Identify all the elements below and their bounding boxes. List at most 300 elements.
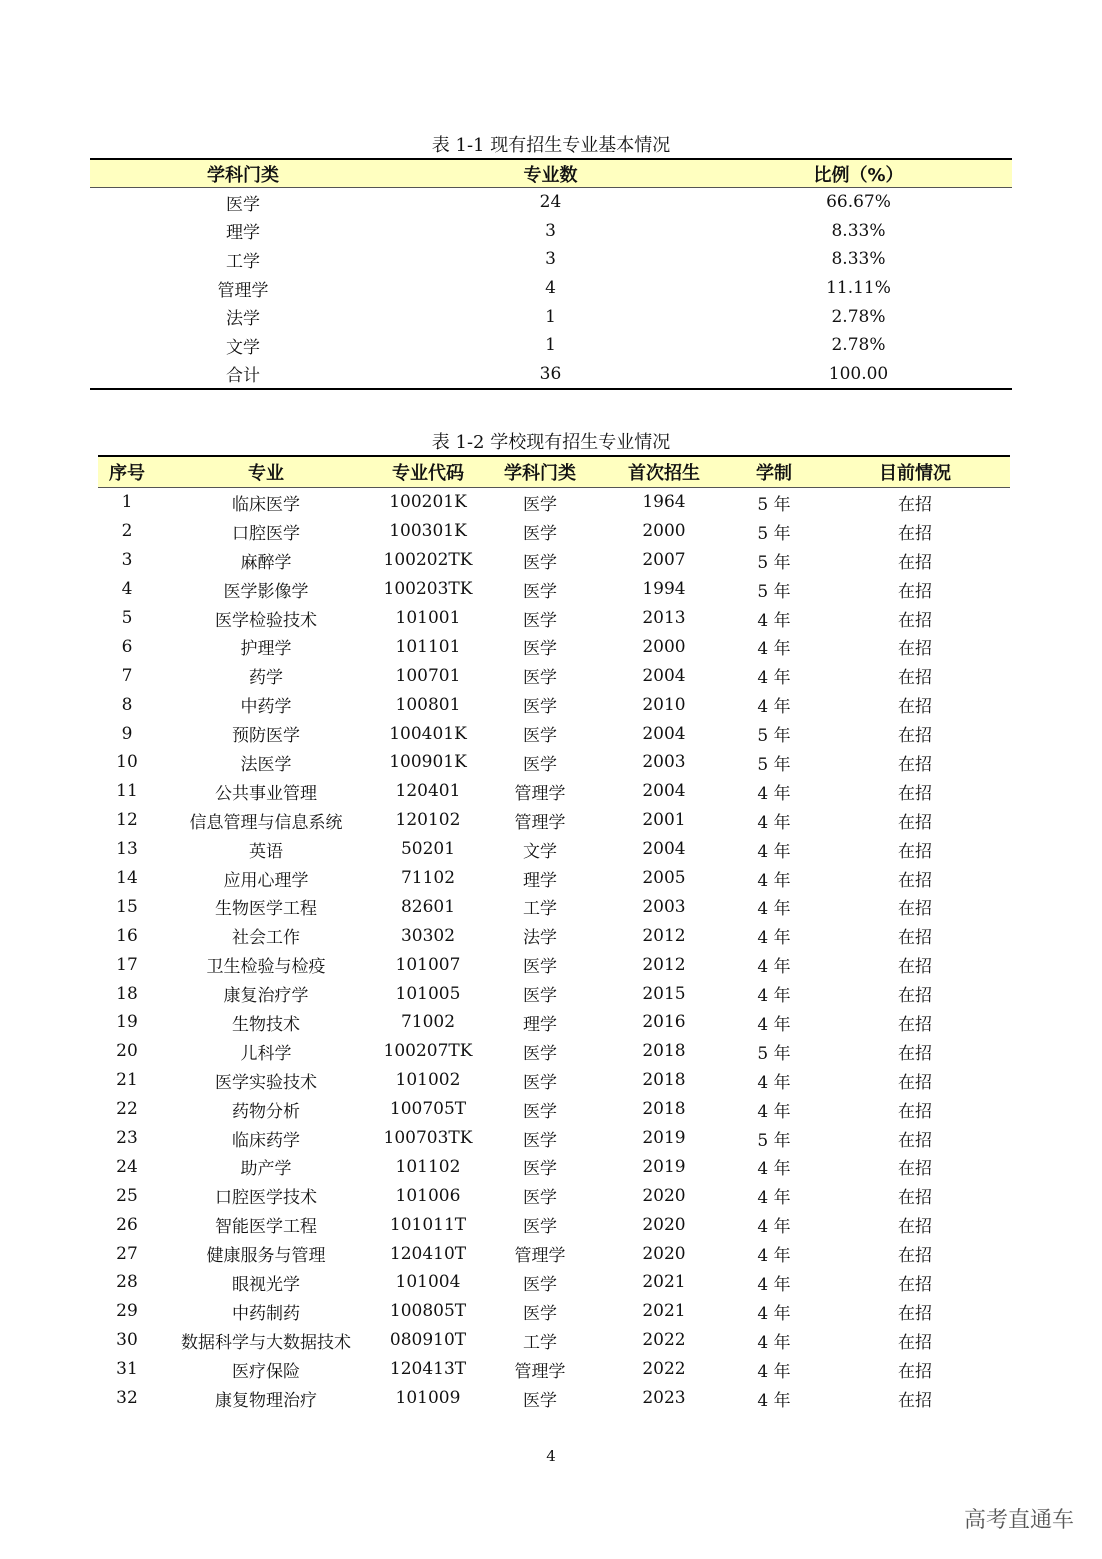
table-cell: 医学影像学 xyxy=(223,581,309,602)
table-cell: 4 年 xyxy=(757,1217,791,1238)
table-cell: 健康服务与管理 xyxy=(206,1246,326,1267)
table-cell: 2003 xyxy=(642,752,686,773)
table-row xyxy=(98,1268,1010,1297)
table-row xyxy=(98,1066,1010,1095)
table-cell: 14 xyxy=(116,868,138,889)
table-row xyxy=(90,217,1012,246)
table-cell: 100203TK xyxy=(383,579,473,600)
table-cell: 101011T xyxy=(389,1214,467,1235)
table-cell: 5 年 xyxy=(757,754,791,775)
table-cell: 信息管理与信息系统 xyxy=(189,812,343,833)
table-row xyxy=(90,331,1012,360)
table-cell: 2015 xyxy=(642,983,686,1004)
table-cell: 理学 xyxy=(523,1014,557,1035)
table-cell: 数据科学与大数据技术 xyxy=(181,1332,351,1353)
table-cell: 1 xyxy=(121,492,133,513)
table-cell: 3 xyxy=(121,550,133,571)
table-cell: 在招 xyxy=(898,697,932,718)
table1-header-row xyxy=(90,159,1012,188)
page-number: 4 xyxy=(546,1447,556,1465)
table-cell: 6 xyxy=(121,636,133,657)
table-cell: 2018 xyxy=(642,1041,686,1062)
table-row xyxy=(98,950,1010,979)
table-cell: 23 xyxy=(116,1128,138,1149)
table-cell: 护理学 xyxy=(240,639,292,660)
table-cell: 4 xyxy=(121,579,133,600)
table-cell: 康复治疗学 xyxy=(223,986,309,1007)
table-cell: 21 xyxy=(116,1070,138,1091)
table2-header-cell: 专业 xyxy=(156,456,376,488)
table-cell: 在招 xyxy=(898,1188,932,1209)
table-cell: 2000 xyxy=(642,521,686,542)
table-cell: 101006 xyxy=(395,1185,461,1206)
table-cell: 2 xyxy=(121,521,133,542)
table-row xyxy=(98,835,1010,864)
table-cell: 82601 xyxy=(400,896,456,917)
table-cell: 15 xyxy=(116,896,138,917)
table-cell: 101004 xyxy=(395,1272,461,1293)
table-cell: 8.33% xyxy=(831,249,886,270)
table-cell: 30302 xyxy=(400,925,456,946)
table-cell: 4 xyxy=(545,278,556,299)
table-cell: 医学 xyxy=(523,1159,557,1180)
table-cell: 医学 xyxy=(523,1072,557,1093)
table-cell: 医学 xyxy=(523,726,557,747)
table-cell: 2019 xyxy=(642,1128,686,1149)
table-row xyxy=(90,360,1012,390)
table-cell: 101005 xyxy=(395,983,461,1004)
table-cell: 2000 xyxy=(642,636,686,657)
table-cell: 2020 xyxy=(642,1214,686,1235)
table-cell: 在招 xyxy=(898,1390,932,1411)
table-cell: 71102 xyxy=(400,868,456,889)
table1-body xyxy=(90,188,1012,390)
table-row xyxy=(98,892,1010,921)
table-cell: 4 年 xyxy=(757,986,791,1007)
table-cell: 在招 xyxy=(898,928,932,949)
table-cell: 法学 xyxy=(226,309,260,330)
table-cell: 3 xyxy=(545,249,556,270)
table1 xyxy=(90,158,1012,390)
table-cell: 32 xyxy=(116,1388,138,1409)
table-row xyxy=(98,546,1010,575)
table-cell: 4 年 xyxy=(757,1390,791,1411)
table-cell: 2012 xyxy=(642,954,686,975)
table-cell: 法医学 xyxy=(240,754,292,775)
table-cell: 20 xyxy=(116,1041,138,1062)
table-row xyxy=(98,806,1010,835)
table-cell: 100703TK xyxy=(383,1128,473,1149)
table-cell: 24 xyxy=(116,1156,138,1177)
table-cell: 合计 xyxy=(226,366,260,387)
table2-header-row xyxy=(98,456,1010,488)
table-cell: 4 年 xyxy=(757,668,791,689)
table-cell: 口腔医学技术 xyxy=(215,1188,317,1209)
table-cell: 口腔医学 xyxy=(232,523,300,544)
table-cell: 4 年 xyxy=(757,928,791,949)
table-row xyxy=(90,188,1012,217)
table-cell: 2023 xyxy=(642,1388,686,1409)
table-cell: 4 年 xyxy=(757,1159,791,1180)
table-cell: 医学 xyxy=(523,1130,557,1151)
table-cell: 4 年 xyxy=(757,870,791,891)
table-row xyxy=(98,1297,1010,1326)
table-cell: 2004 xyxy=(642,839,686,860)
table-row xyxy=(98,921,1010,950)
table-cell: 医学 xyxy=(523,494,557,515)
table-row xyxy=(98,488,1010,517)
table-cell: 医学 xyxy=(523,986,557,1007)
table-cell: 理学 xyxy=(226,223,260,244)
table-cell: 4 年 xyxy=(757,1246,791,1267)
table-row xyxy=(90,302,1012,331)
table-cell: 100701 xyxy=(395,665,461,686)
table-cell: 31 xyxy=(116,1359,138,1380)
table-cell: 在招 xyxy=(898,841,932,862)
table-cell: 在招 xyxy=(898,1274,932,1295)
table-cell: 英语 xyxy=(249,841,283,862)
table-cell: 儿科学 xyxy=(240,1043,292,1064)
table-cell: 预防医学 xyxy=(232,726,300,747)
table-row xyxy=(98,979,1010,1008)
table-row xyxy=(98,1181,1010,1210)
table-cell: 2019 xyxy=(642,1156,686,1177)
table-cell: 管理学 xyxy=(514,812,566,833)
table-cell: 2004 xyxy=(642,665,686,686)
table-cell: 71002 xyxy=(400,1012,456,1033)
table2-caption: 表 1-2 学校现有招生专业情况 xyxy=(431,432,671,453)
table-row xyxy=(90,245,1012,274)
table-cell: 50201 xyxy=(400,839,456,860)
table-cell: 18 xyxy=(116,983,138,1004)
table-row xyxy=(98,661,1010,690)
table-cell: 3 xyxy=(545,220,556,241)
table-cell: 5 年 xyxy=(757,1043,791,1064)
table-row xyxy=(98,1095,1010,1124)
table2-header-cell: 学科门类 xyxy=(480,456,600,488)
table-cell: 医学 xyxy=(523,957,557,978)
watermark: 高考直通车 xyxy=(963,1508,1074,1533)
table-row xyxy=(98,719,1010,748)
table-cell: 101102 xyxy=(395,1156,461,1177)
table-cell: 120102 xyxy=(395,810,461,831)
table-cell: 临床医学 xyxy=(232,494,300,515)
table-cell: 17 xyxy=(116,954,138,975)
table-cell: 28 xyxy=(116,1272,138,1293)
table-cell: 4 年 xyxy=(757,783,791,804)
table2-header-cell: 目前情况 xyxy=(820,456,1010,488)
table-cell: 13 xyxy=(116,839,138,860)
table-cell: 法学 xyxy=(523,928,557,949)
table-cell: 2010 xyxy=(642,694,686,715)
table-cell: 在招 xyxy=(898,668,932,689)
table-cell: 1994 xyxy=(642,579,686,600)
table-cell: 工学 xyxy=(523,899,557,920)
table-cell: 卫生检验与检疫 xyxy=(206,957,326,978)
table-cell: 理学 xyxy=(523,870,557,891)
table-cell: 101009 xyxy=(395,1388,461,1409)
table-cell: 在招 xyxy=(898,1101,932,1122)
table-cell: 2013 xyxy=(642,608,686,628)
table-cell: 11.11% xyxy=(826,278,891,299)
table-cell: 医学 xyxy=(523,1043,557,1064)
table-cell: 120413T xyxy=(389,1359,467,1380)
table-cell: 在招 xyxy=(898,957,932,978)
table-cell: 医学 xyxy=(523,523,557,544)
table-cell: 100201K xyxy=(389,492,467,513)
table-cell: 4 年 xyxy=(757,1014,791,1035)
table-cell: 医学 xyxy=(523,1274,557,1295)
table2-header-cell: 学制 xyxy=(728,456,820,488)
table-cell: 在招 xyxy=(898,1043,932,1064)
table2 xyxy=(98,455,1010,1413)
table-cell: 5 年 xyxy=(757,726,791,747)
table2-header-cell: 首次招生 xyxy=(600,456,728,488)
table-cell: 1 xyxy=(545,306,556,327)
table-cell: 2012 xyxy=(642,925,686,946)
table-cell: 2021 xyxy=(642,1272,686,1293)
table-cell: 22 xyxy=(116,1099,138,1120)
table-cell: 工学 xyxy=(226,251,260,272)
table-cell: 4 年 xyxy=(757,812,791,833)
table-row xyxy=(98,1326,1010,1355)
table-cell: 16 xyxy=(116,925,138,946)
table-cell: 26 xyxy=(116,1214,138,1235)
table-cell: 080910T xyxy=(389,1330,467,1351)
table-cell: 27 xyxy=(116,1243,138,1264)
table-cell: 2018 xyxy=(642,1070,686,1091)
table-cell: 5 年 xyxy=(757,523,791,544)
table-row xyxy=(98,690,1010,719)
table2-header-cell: 专业代码 xyxy=(376,456,480,488)
table-cell: 在招 xyxy=(898,523,932,544)
table-cell: 36 xyxy=(539,363,562,384)
table-cell: 19 xyxy=(116,1012,138,1033)
table-cell: 100801 xyxy=(395,694,461,715)
table-cell: 生物医学工程 xyxy=(215,899,317,920)
table-cell: 4 年 xyxy=(757,1303,791,1324)
table-cell: 25 xyxy=(116,1185,138,1206)
table-cell: 医学 xyxy=(523,1390,557,1411)
table-row xyxy=(98,575,1010,604)
table-cell: 医学 xyxy=(523,697,557,718)
table-row xyxy=(98,748,1010,777)
table-cell: 4 年 xyxy=(757,957,791,978)
table-cell: 医学 xyxy=(523,581,557,602)
table-cell: 在招 xyxy=(898,1072,932,1093)
table-cell: 在招 xyxy=(898,1159,932,1180)
table-cell: 2020 xyxy=(642,1185,686,1206)
table-cell: 管理学 xyxy=(514,783,566,804)
table-cell: 在招 xyxy=(898,1303,932,1324)
table-cell: 在招 xyxy=(898,581,932,602)
table-cell: 100202TK xyxy=(383,550,473,571)
table-cell: 8.33% xyxy=(831,220,886,241)
table-cell: 11 xyxy=(116,781,138,802)
table-cell: 医学 xyxy=(523,1217,557,1238)
table-cell: 2003 xyxy=(642,896,686,917)
table-cell: 麻醉学 xyxy=(240,552,292,573)
table-cell: 医学 xyxy=(523,1188,557,1209)
table-cell: 医学 xyxy=(523,754,557,775)
table-cell: 管理学 xyxy=(514,1361,566,1382)
table-cell: 在招 xyxy=(898,783,932,804)
table-cell: 在招 xyxy=(898,754,932,775)
table-cell: 100207TK xyxy=(383,1041,473,1062)
table-cell: 2016 xyxy=(642,1012,686,1033)
table2-header-cell: 序号 xyxy=(98,456,156,488)
table-cell: 100301K xyxy=(389,521,467,542)
table-cell: 智能医学工程 xyxy=(215,1217,317,1238)
table-cell: 在招 xyxy=(898,1246,932,1267)
table-cell: 4 年 xyxy=(757,1072,791,1093)
table-cell: 5 年 xyxy=(757,494,791,515)
table-cell: 4 年 xyxy=(757,1361,791,1382)
table-cell: 临床药学 xyxy=(232,1130,300,1151)
table-cell: 在招 xyxy=(898,1332,932,1353)
table-row xyxy=(98,1384,1010,1413)
table-cell: 在招 xyxy=(898,812,932,833)
table-cell: 管理学 xyxy=(217,280,269,301)
table-cell: 5 年 xyxy=(757,581,791,602)
table-cell: 在招 xyxy=(898,986,932,1007)
table-cell: 100.00 xyxy=(828,363,889,384)
table-cell: 24 xyxy=(539,192,562,213)
table-cell: 医学 xyxy=(523,639,557,660)
table-cell: 4 年 xyxy=(757,697,791,718)
table-cell: 2021 xyxy=(642,1301,686,1322)
table-cell: 在招 xyxy=(898,1130,932,1151)
table-cell: 101007 xyxy=(395,954,461,975)
table-cell: 1 xyxy=(545,335,556,356)
table-cell: 工学 xyxy=(523,1332,557,1353)
table-cell: 9 xyxy=(121,723,133,744)
table-cell: 4 年 xyxy=(757,1101,791,1122)
table-cell: 1964 xyxy=(642,492,686,513)
table-row xyxy=(98,1239,1010,1268)
table-row xyxy=(98,517,1010,546)
table1-header-cell: 学科门类 xyxy=(90,159,396,188)
table-row xyxy=(98,604,1010,633)
table-cell: 120401 xyxy=(395,781,461,802)
table-cell: 药物分析 xyxy=(232,1101,300,1122)
table-cell: 2022 xyxy=(642,1330,686,1351)
table-cell: 4 年 xyxy=(757,639,791,660)
table-cell: 医学实验技术 xyxy=(215,1072,317,1093)
table-cell: 101002 xyxy=(395,1070,461,1091)
table-cell: 101001 xyxy=(395,608,461,628)
table-cell: 5 xyxy=(121,608,133,628)
table-cell: 医学 xyxy=(523,610,557,631)
table-cell: 医疗保险 xyxy=(232,1361,300,1382)
table-row xyxy=(98,1152,1010,1181)
table-cell: 4 年 xyxy=(757,899,791,920)
table-cell: 助产学 xyxy=(240,1159,292,1180)
table-cell: 4 年 xyxy=(757,1274,791,1295)
table-row xyxy=(98,864,1010,893)
table-row xyxy=(98,1210,1010,1239)
table-cell: 4 年 xyxy=(757,1332,791,1353)
table-row xyxy=(98,777,1010,806)
table-row xyxy=(90,274,1012,303)
table-cell: 应用心理学 xyxy=(223,870,309,891)
table-row xyxy=(98,1355,1010,1384)
table-row xyxy=(98,632,1010,661)
table-cell: 29 xyxy=(116,1301,138,1322)
table1-header-cell: 专业数 xyxy=(396,159,705,188)
table-cell: 4 年 xyxy=(757,610,791,631)
table-cell: 10 xyxy=(116,752,138,773)
table-cell: 中药制药 xyxy=(232,1303,300,1324)
table-cell: 文学 xyxy=(523,841,557,862)
table-cell: 中药学 xyxy=(240,697,292,718)
table-cell: 医学 xyxy=(523,552,557,573)
table1-header-cell: 比例（%） xyxy=(705,159,1012,188)
table-cell: 在招 xyxy=(898,1217,932,1238)
table-cell: 100901K xyxy=(389,752,467,773)
table-cell: 2007 xyxy=(642,550,686,571)
table-cell: 康复物理治疗 xyxy=(215,1390,317,1411)
table-cell: 眼视光学 xyxy=(232,1274,300,1295)
table-cell: 管理学 xyxy=(514,1246,566,1267)
table-row xyxy=(98,1037,1010,1066)
table-cell: 30 xyxy=(116,1330,138,1351)
table-cell: 在招 xyxy=(898,1361,932,1382)
table-cell: 在招 xyxy=(898,639,932,660)
table-cell: 在招 xyxy=(898,610,932,631)
table-cell: 2018 xyxy=(642,1099,686,1120)
table-cell: 101101 xyxy=(395,636,461,657)
table-cell: 100705T xyxy=(389,1099,467,1120)
table-cell: 在招 xyxy=(898,870,932,891)
table-cell: 在招 xyxy=(898,1014,932,1035)
table-cell: 100805T xyxy=(389,1301,467,1322)
table-cell: 在招 xyxy=(898,494,932,515)
table-cell: 2004 xyxy=(642,723,686,744)
table-cell: 66.67% xyxy=(826,192,891,213)
table-row xyxy=(98,1008,1010,1037)
table-cell: 文学 xyxy=(226,337,260,358)
table-cell: 医学 xyxy=(226,194,260,215)
table-cell: 医学检验技术 xyxy=(215,610,317,631)
table1-caption: 表 1-1 现有招生专业基本情况 xyxy=(431,135,671,156)
table2-body xyxy=(98,488,1010,1413)
table-cell: 8 xyxy=(121,694,133,715)
table-cell: 4 年 xyxy=(757,841,791,862)
table-cell: 5 年 xyxy=(757,1130,791,1151)
table-cell: 生物技术 xyxy=(232,1014,300,1035)
table-cell: 5 年 xyxy=(757,552,791,573)
table-cell: 12 xyxy=(116,810,138,831)
table-cell: 医学 xyxy=(523,668,557,689)
table-row xyxy=(98,1124,1010,1153)
table-cell: 在招 xyxy=(898,899,932,920)
table-cell: 120410T xyxy=(389,1243,467,1264)
table-cell: 在招 xyxy=(898,726,932,747)
table-cell: 公共事业管理 xyxy=(215,783,317,804)
table-cell: 在招 xyxy=(898,552,932,573)
table-cell: 药学 xyxy=(249,668,283,689)
table-cell: 100401K xyxy=(389,723,467,744)
table-cell: 2.78% xyxy=(831,335,886,356)
table-cell: 2.78% xyxy=(831,306,886,327)
table-cell: 7 xyxy=(121,665,133,686)
table-cell: 2022 xyxy=(642,1359,686,1380)
table-cell: 社会工作 xyxy=(232,928,300,949)
table-cell: 2020 xyxy=(642,1243,686,1264)
table-cell: 2001 xyxy=(642,810,686,831)
table-cell: 4 年 xyxy=(757,1188,791,1209)
